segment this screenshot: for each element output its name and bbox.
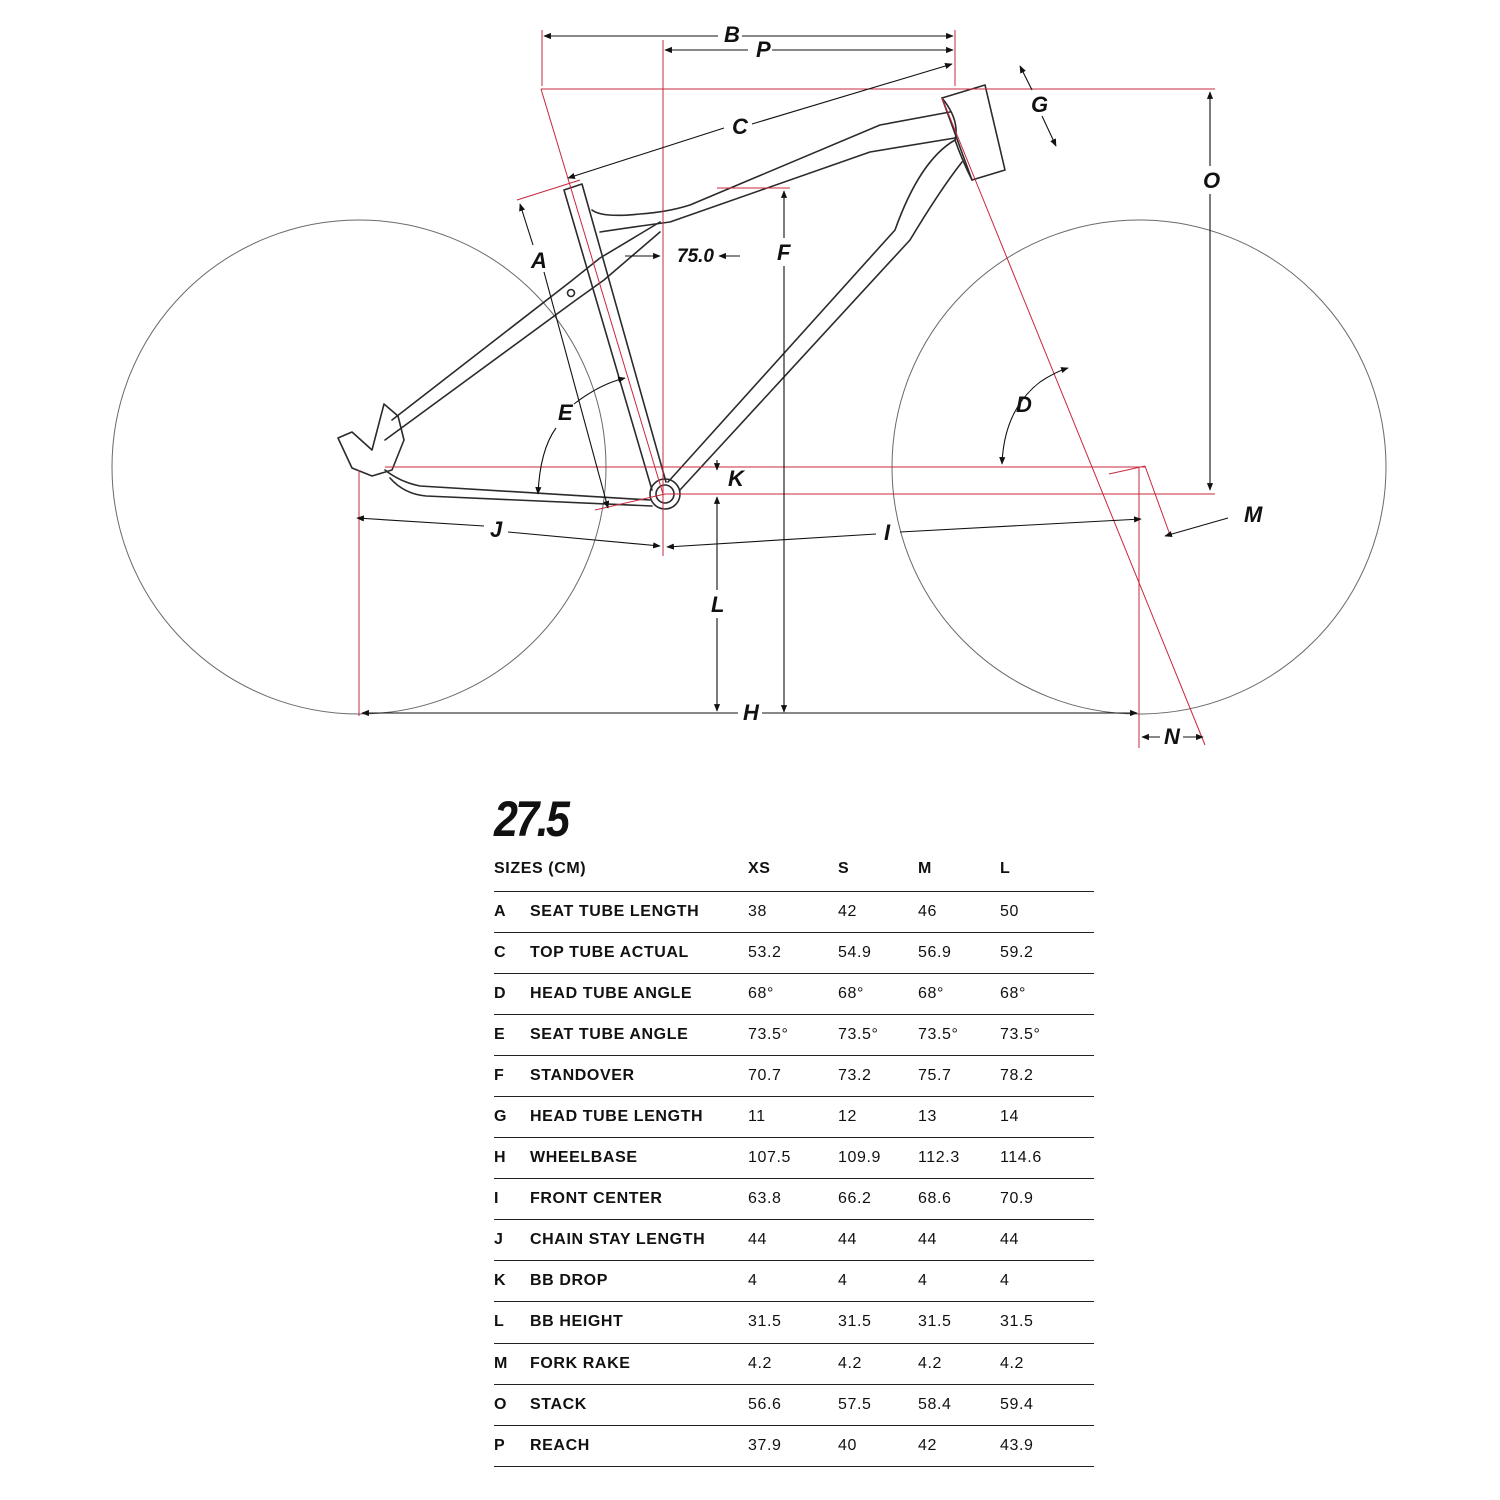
value-s: 4 bbox=[838, 1261, 918, 1302]
value-l: 31.5 bbox=[1000, 1302, 1094, 1343]
value-xs: 56.6 bbox=[748, 1384, 838, 1425]
value-s: 68° bbox=[838, 973, 918, 1014]
chain-stay bbox=[385, 470, 652, 506]
row-name: REACH bbox=[530, 1425, 748, 1466]
value-m: 68.6 bbox=[918, 1179, 1000, 1220]
value-m: 112.3 bbox=[918, 1138, 1000, 1179]
header-sizes-label: SIZES (CM) bbox=[494, 848, 748, 891]
value-m: 31.5 bbox=[918, 1302, 1000, 1343]
row-letter: M bbox=[494, 1343, 530, 1384]
seat-stay bbox=[385, 222, 660, 440]
table-row bbox=[494, 1384, 1094, 1425]
head-tube bbox=[942, 85, 1005, 180]
value-s: 4.2 bbox=[838, 1343, 918, 1384]
value-xs: 37.9 bbox=[748, 1425, 838, 1466]
row-letter: D bbox=[494, 973, 530, 1014]
dimension-arrows bbox=[357, 36, 1228, 737]
wheel-size-title: 27.5 bbox=[494, 791, 568, 847]
value-l: 50 bbox=[1000, 891, 1094, 932]
row-name: HEAD TUBE LENGTH bbox=[530, 1096, 748, 1137]
row-name: BB DROP bbox=[530, 1261, 748, 1302]
value-s: 42 bbox=[838, 891, 918, 932]
row-letter: O bbox=[494, 1384, 530, 1425]
value-m: 4.2 bbox=[918, 1343, 1000, 1384]
label-L: L bbox=[711, 592, 725, 617]
table-header-row bbox=[494, 848, 1094, 891]
table-row bbox=[494, 1055, 1094, 1096]
label-G: G bbox=[1031, 92, 1049, 117]
value-s: 57.5 bbox=[838, 1384, 918, 1425]
header-size-s: S bbox=[838, 848, 918, 891]
value-xs: 44 bbox=[748, 1220, 838, 1261]
table-row bbox=[494, 1220, 1094, 1261]
label-A: A bbox=[531, 248, 547, 273]
seat-tube-angle-label: 75.0 bbox=[677, 246, 714, 267]
header-size-l: L bbox=[1000, 848, 1094, 891]
label-K: K bbox=[728, 466, 744, 491]
value-l: 68° bbox=[1000, 973, 1094, 1014]
table-row bbox=[494, 1138, 1094, 1179]
value-s: 109.9 bbox=[838, 1138, 918, 1179]
row-letter: P bbox=[494, 1425, 530, 1466]
value-m: 44 bbox=[918, 1220, 1000, 1261]
table-row bbox=[494, 1179, 1094, 1220]
row-name: FORK RAKE bbox=[530, 1343, 748, 1384]
row-letter: C bbox=[494, 932, 530, 973]
value-xs: 73.5° bbox=[748, 1014, 838, 1055]
bottle-mount bbox=[568, 290, 575, 297]
row-name: BB HEIGHT bbox=[530, 1302, 748, 1343]
label-I: I bbox=[884, 520, 891, 545]
value-l: 44 bbox=[1000, 1220, 1094, 1261]
value-m: 73.5° bbox=[918, 1014, 1000, 1055]
row-letter: I bbox=[494, 1179, 530, 1220]
dropout bbox=[338, 404, 404, 476]
row-name: FRONT CENTER bbox=[530, 1179, 748, 1220]
row-letter: K bbox=[494, 1261, 530, 1302]
value-m: 75.7 bbox=[918, 1055, 1000, 1096]
table-row bbox=[494, 1302, 1094, 1343]
table-row bbox=[494, 1096, 1094, 1137]
row-name: SEAT TUBE LENGTH bbox=[530, 891, 748, 932]
row-letter: H bbox=[494, 1138, 530, 1179]
table-row bbox=[494, 973, 1094, 1014]
value-xs: 63.8 bbox=[748, 1179, 838, 1220]
label-M: M bbox=[1244, 502, 1263, 527]
header-size-m: M bbox=[918, 848, 1000, 891]
value-s: 31.5 bbox=[838, 1302, 918, 1343]
row-name: STANDOVER bbox=[530, 1055, 748, 1096]
label-E: E bbox=[558, 400, 573, 425]
table-row bbox=[494, 1014, 1094, 1055]
value-l: 43.9 bbox=[1000, 1425, 1094, 1466]
row-name: STACK bbox=[530, 1384, 748, 1425]
table-row bbox=[494, 932, 1094, 973]
value-l: 114.6 bbox=[1000, 1138, 1094, 1179]
value-m: 13 bbox=[918, 1096, 1000, 1137]
value-l: 70.9 bbox=[1000, 1179, 1094, 1220]
value-xs: 53.2 bbox=[748, 932, 838, 973]
value-xs: 68° bbox=[748, 973, 838, 1014]
value-m: 4 bbox=[918, 1261, 1000, 1302]
reference-lines bbox=[359, 30, 1215, 748]
label-J: J bbox=[490, 517, 503, 542]
row-letter: J bbox=[494, 1220, 530, 1261]
row-letter: A bbox=[494, 891, 530, 932]
row-letter: F bbox=[494, 1055, 530, 1096]
value-s: 44 bbox=[838, 1220, 918, 1261]
value-s: 40 bbox=[838, 1425, 918, 1466]
row-name: WHEELBASE bbox=[530, 1138, 748, 1179]
label-O: O bbox=[1203, 168, 1221, 193]
value-l: 59.4 bbox=[1000, 1384, 1094, 1425]
value-m: 42 bbox=[918, 1425, 1000, 1466]
value-xs: 107.5 bbox=[748, 1138, 838, 1179]
value-l: 73.5° bbox=[1000, 1014, 1094, 1055]
value-l: 4.2 bbox=[1000, 1343, 1094, 1384]
value-s: 66.2 bbox=[838, 1179, 918, 1220]
value-xs: 4.2 bbox=[748, 1343, 838, 1384]
value-s: 73.2 bbox=[838, 1055, 918, 1096]
value-xs: 11 bbox=[748, 1096, 838, 1137]
value-l: 78.2 bbox=[1000, 1055, 1094, 1096]
value-xs: 31.5 bbox=[748, 1302, 838, 1343]
label-B: B bbox=[724, 22, 740, 47]
table-row bbox=[494, 1261, 1094, 1302]
value-m: 58.4 bbox=[918, 1384, 1000, 1425]
label-N: N bbox=[1164, 724, 1180, 749]
row-letter: E bbox=[494, 1014, 530, 1055]
table-row bbox=[494, 1425, 1094, 1466]
value-l: 4 bbox=[1000, 1261, 1094, 1302]
row-name: TOP TUBE ACTUAL bbox=[530, 932, 748, 973]
value-s: 12 bbox=[838, 1096, 918, 1137]
table-row bbox=[494, 1343, 1094, 1384]
geometry-table bbox=[494, 848, 1094, 1467]
down-tube bbox=[668, 140, 962, 490]
value-m: 56.9 bbox=[918, 932, 1000, 973]
value-xs: 4 bbox=[748, 1261, 838, 1302]
value-l: 59.2 bbox=[1000, 932, 1094, 973]
row-name: CHAIN STAY LENGTH bbox=[530, 1220, 748, 1261]
row-name: SEAT TUBE ANGLE bbox=[530, 1014, 748, 1055]
row-name: HEAD TUBE ANGLE bbox=[530, 973, 748, 1014]
value-m: 46 bbox=[918, 891, 1000, 932]
label-P: P bbox=[756, 37, 771, 62]
value-s: 73.5° bbox=[838, 1014, 918, 1055]
table-row bbox=[494, 891, 1094, 932]
value-l: 14 bbox=[1000, 1096, 1094, 1137]
label-D: D bbox=[1016, 392, 1032, 417]
row-letter: L bbox=[494, 1302, 530, 1343]
label-F: F bbox=[777, 240, 791, 265]
value-s: 54.9 bbox=[838, 932, 918, 973]
bike-frame bbox=[338, 85, 1005, 509]
header-size-xs: XS bbox=[748, 848, 838, 891]
label-H: H bbox=[743, 700, 759, 725]
value-xs: 70.7 bbox=[748, 1055, 838, 1096]
label-C: C bbox=[732, 114, 748, 139]
row-letter: G bbox=[494, 1096, 530, 1137]
value-m: 68° bbox=[918, 973, 1000, 1014]
value-xs: 38 bbox=[748, 891, 838, 932]
